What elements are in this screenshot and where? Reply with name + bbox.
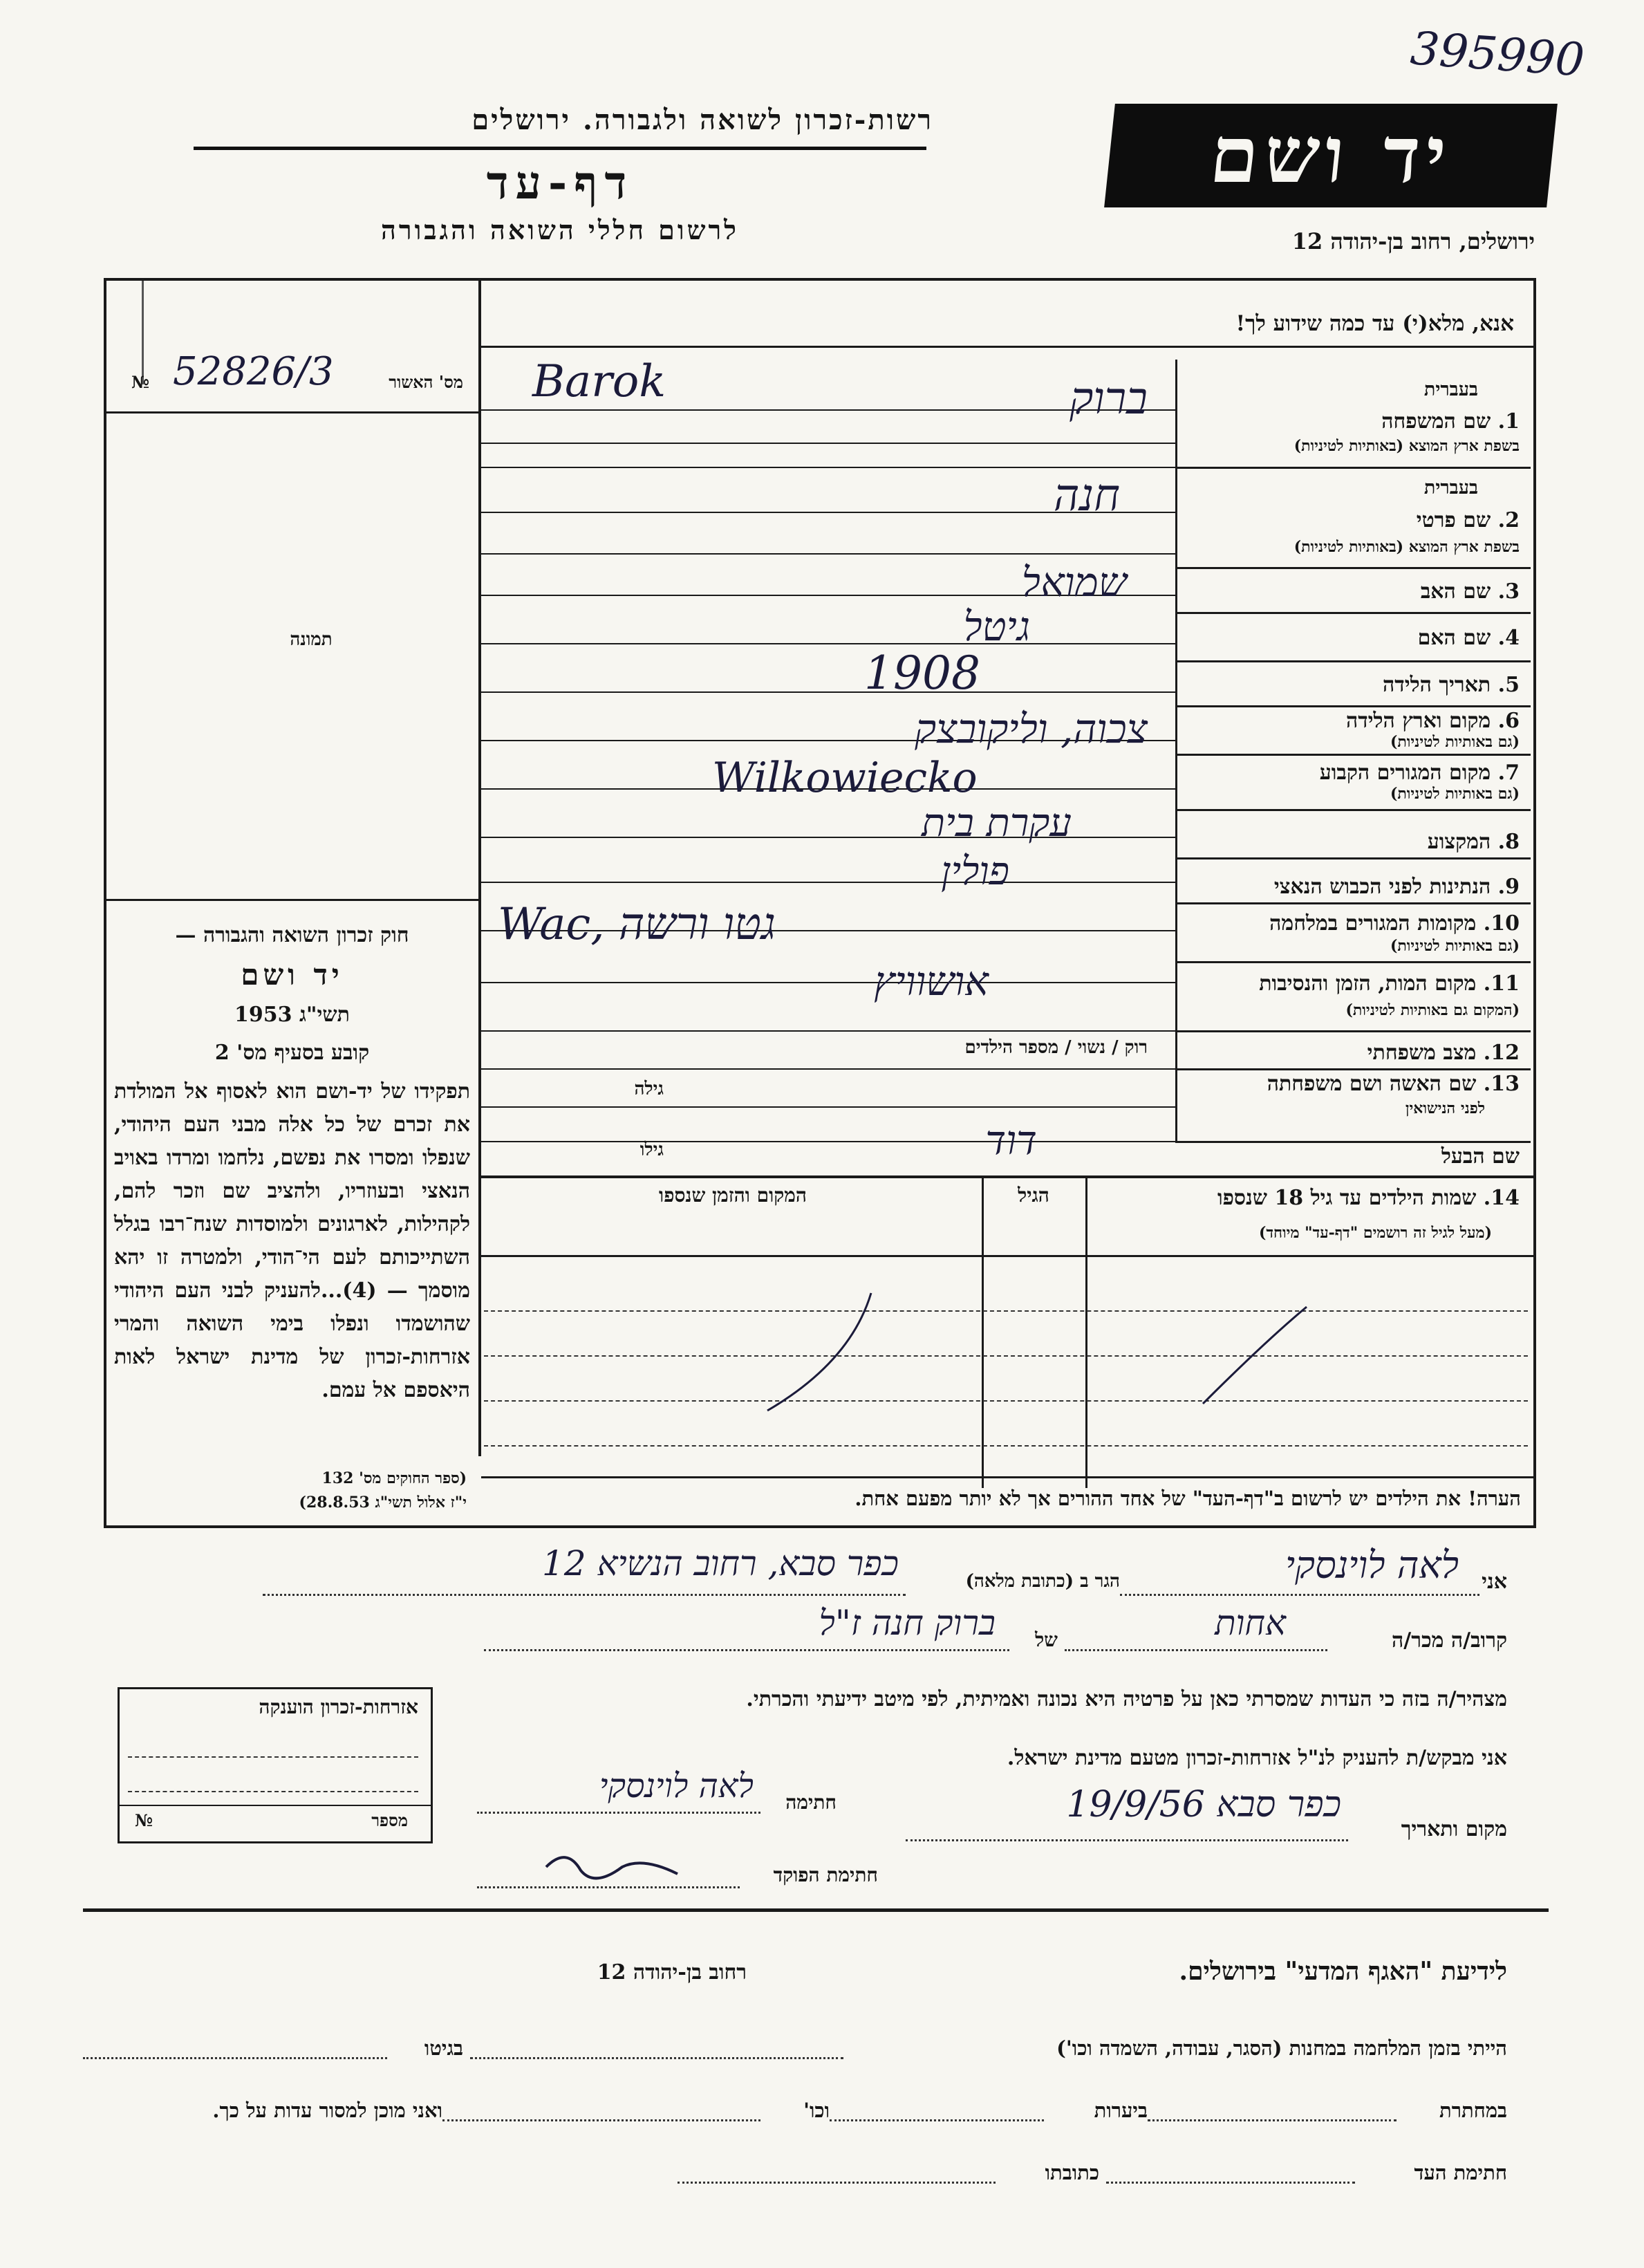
authority-underline [194,147,926,150]
relation-value: אחות [1215,1603,1286,1643]
field-2-num: 2. [1497,508,1520,532]
authority-line: רשות-זכרון לשואה ולגבורה. ירושלים [471,104,933,136]
wife-age-label: גילה [634,1079,664,1099]
field-3-label [1421,579,1520,604]
field-5-num: 5. [1497,673,1520,697]
declaration-statement: מצהיר/ה בזה כי העדות שמסרתי כאן על פרטיה היא נכונה ואמיתית, לפי מיטב ידיעתי והכרתי. [746,1687,1507,1711]
law-ref-2: י"ז אלול תשי"ג 28.8.53) [299,1494,467,1512]
field-10-name: מקומות המגורים במלחמה [1269,911,1477,936]
field-9-num: 9. [1497,875,1520,899]
left-column-divider [478,281,481,1456]
declarant-address: כפר סבא, רחוב הנשיא 12 [542,1543,899,1583]
place-date-value: כפר סבא 19/9/56 [1066,1784,1341,1825]
declarant-name: לאה לוינסקי [1285,1543,1459,1587]
field-13-name: שם האשה ושם משפחתה [1267,1072,1477,1096]
field-2-value-hebrew: חנה [1053,470,1120,521]
children-note: (מעל לגיל זה רושמים "דף-עד" מיוחד) [1259,1224,1492,1242]
field-9-label [1274,875,1520,899]
archive-number: 395990 [1408,21,1587,87]
remark: הערה! את הילדים יש לרשום ב"דף-העד" של אחד ההורים אך לא יותר מפעם אחת. [854,1487,1521,1510]
husband-value: דוד [985,1117,1037,1164]
law-ref-1: (ספר החוקים מס' 132 [321,1469,467,1487]
footer-line2-b: ביערות [1094,2099,1148,2122]
of-value: ברוק חנה ז"ל [819,1603,996,1643]
citizenship-no-symbol: № [135,1810,153,1830]
field-8-value: עקרת בית [922,801,1072,846]
field-13-num: 13. [1483,1072,1520,1096]
field-2-hebrew-tag: בעברית [1423,477,1478,499]
children-strike-marks [726,1265,1348,1473]
registration-value: 52826/3 [173,349,334,394]
field-12-label [1367,1041,1520,1065]
children-header [1217,1186,1520,1210]
registration-label: מס' האשור [389,372,463,392]
field-1-value-hebrew: ברוק [1069,373,1148,425]
footer-line2-a: במחתרת [1439,2099,1507,2122]
registration-no-symbol: № [131,372,150,392]
photo-box-bottom [106,899,480,901]
field-1-label [1381,409,1520,434]
official-signature-label: חתימת הפוקד [773,1863,878,1886]
footer-line2-d: ואני מוכן למסור עדות על כך. [212,2099,442,2122]
husband-label: שם הבעל [1441,1144,1520,1169]
field-8-name: המקצוע [1427,830,1491,854]
signature-label: חתימה [785,1791,837,1814]
field-4-value: גיטל [963,603,1030,650]
field-6-value: צכוה, וליקובצק [915,705,1148,752]
field-7-name: מקום המגורים הקבוע [1319,761,1491,785]
form-title: דף-עד [486,156,634,210]
field-2-name: שם פרטי [1416,508,1491,532]
field-2-note: בשפת ארץ המוצא (באותיות לטיניות) [1293,538,1520,556]
field-11-num: 11. [1483,972,1520,996]
field-11-name: מקום המות, הזמן והנסיבות [1259,972,1477,996]
field-6-note: (גם באותיות לטיניות) [1390,733,1520,751]
footer-line1-b: בגיטו [424,2036,463,2060]
citizenship-title: אזרחות-זכרון הוענקה [259,1695,418,1718]
label-column-divider [1175,360,1177,1141]
field-10-value: Wac, גטו ורשה [498,899,776,950]
field-4-name: שם האם [1417,626,1491,650]
field-3-num: 3. [1497,579,1520,604]
field-8-num: 8. [1497,830,1520,854]
form-intro: אנא, מלא(י) עד כמה שידוע לך! [1235,311,1514,336]
official-signature-scribble [539,1839,691,1895]
law-name: יד ושם [241,958,344,992]
declaration-request: אני מבקש/ת להעניק לנ"ל אזרחות-זכרון מטעם מדינת ישראל. [1007,1746,1507,1770]
field-10-num: 10. [1483,911,1520,936]
field-9-name: הנתינות לפני הכבוש הנאצי [1273,875,1491,899]
field-5-name: תאריך הלידה [1383,673,1491,697]
field-6-name: מקום וארץ הלידה [1345,709,1491,733]
field-3-name: שם האב [1420,579,1491,604]
field-8-label [1428,830,1520,854]
form-subtitle: לרשום חללי השואה והגבורה [381,214,739,245]
field-12-value: רוק / נשוי / מספר הילדים [964,1037,1148,1058]
field-5-label [1383,673,1520,697]
logo [1104,104,1558,207]
photo-box-top [106,411,480,413]
field-1-hebrew-tag: בעברית [1423,379,1478,400]
citizenship-number-label: מספר [371,1810,408,1830]
footer-line3-b: כתובתו [1045,2161,1099,2184]
field-11-value: אושוויץ [874,958,989,1005]
husband-age-label: גילו [639,1140,664,1160]
field-11-label [1259,972,1520,996]
field-5-value: 1908 [864,647,980,700]
header-address: ירושלים, רחוב בן-יהודה 12 [1291,228,1535,254]
footer-line1-a: הייתי בזמן המלחמה במחנות (הסגר, עבודה, השמדה וכו') [1056,2036,1507,2060]
field-6-num: 6. [1497,709,1520,733]
field-4-num: 4. [1497,626,1520,650]
footer-line2-c: וכו' [803,2099,830,2122]
field-10-note: (גם באותיות לטיניות) [1390,937,1520,955]
children-age-col: הגיל [1018,1184,1049,1207]
field-7-num: 7. [1497,761,1520,785]
intro-row-divider [481,346,1533,348]
declaration-i-label: אני [1482,1570,1507,1594]
footer-divider [83,1908,1549,1912]
field-2-label [1417,508,1520,532]
of-label: של [1035,1628,1058,1651]
children-place-col: המקום והזמן שנספו [659,1184,807,1207]
field-6-label [1346,709,1520,733]
field-1-note: בשפת ארץ המוצא (באותיות לטיניות) [1293,437,1520,455]
field-11-note: (המקום גם באותיות לטיניות) [1345,1001,1520,1019]
place-date-label: מקום ותאריך [1401,1817,1507,1841]
law-clause: קובע בסעיף מס' 2 [214,1041,370,1065]
photo-label: תמונה [290,629,333,650]
field-13-note: לפני הנישואין [1405,1099,1485,1117]
relative-label: קרוב/ה מכר/ה [1392,1628,1507,1653]
field-1-value-latin: Barok [532,356,666,407]
footer-attn: לידיעת "האגף המדעי" בירושלים. [1179,1957,1507,1986]
footer-attn-address: רחוב בן-יהודה 12 [597,1960,747,1984]
children-num: 14. [1483,1186,1520,1210]
field-12-num: 12. [1483,1041,1520,1065]
law-text: תפקידו של יד-ושם הוא לאסוף אל המולדת את זכרם של כל אלה מבני העם היהודי, שנפלו ומסרו את נפשם, נלחמו ומרדו באויב הנאצי ובעוזריו, ולהציב שם וזכר להם, לקהילות, לארגונים ולמוסדות שנח־רבו בגלל השתייכותם לעם הי־הודי, ולמטרה זו יהא מוסמך — (4)...להעניק לבני העם היהודי שהושמדו ונפלו בימי השואה והמרי אזרחות-זכרון של מדינת ישראל לאות היאספם אל עמם. [114,1079,470,1402]
law-title: חוק זכרון השואה והגבורה — [175,923,409,947]
field-3-value: שמואל [1021,559,1127,606]
field-4-label [1418,626,1520,650]
field-13-label [1267,1072,1520,1096]
field-7-value: Wilkowiecko [712,754,978,802]
field-9-value: פולין [941,849,1009,894]
field-12-name: מצב משפחתי [1367,1041,1477,1065]
children-header-text: שמות הילדים עד גיל 18 שנספו [1217,1186,1477,1210]
signature-value: לאה לוינסקי [599,1767,754,1805]
residing-label: הגר ב (כתובת מלאה) [965,1571,1120,1592]
field-1-num: 1. [1497,409,1520,434]
field-7-label [1320,761,1520,785]
footer-line3-a: חתימת העד [1414,2161,1507,2184]
field-1-name: שם המשפחה [1381,409,1491,434]
law-year: תשי"ג 1953 [234,1003,350,1027]
logo-text: יד ושם [1206,110,1456,201]
field-7-note: (גם באותיות לטיניות) [1390,785,1520,803]
field-10-label [1269,911,1520,936]
